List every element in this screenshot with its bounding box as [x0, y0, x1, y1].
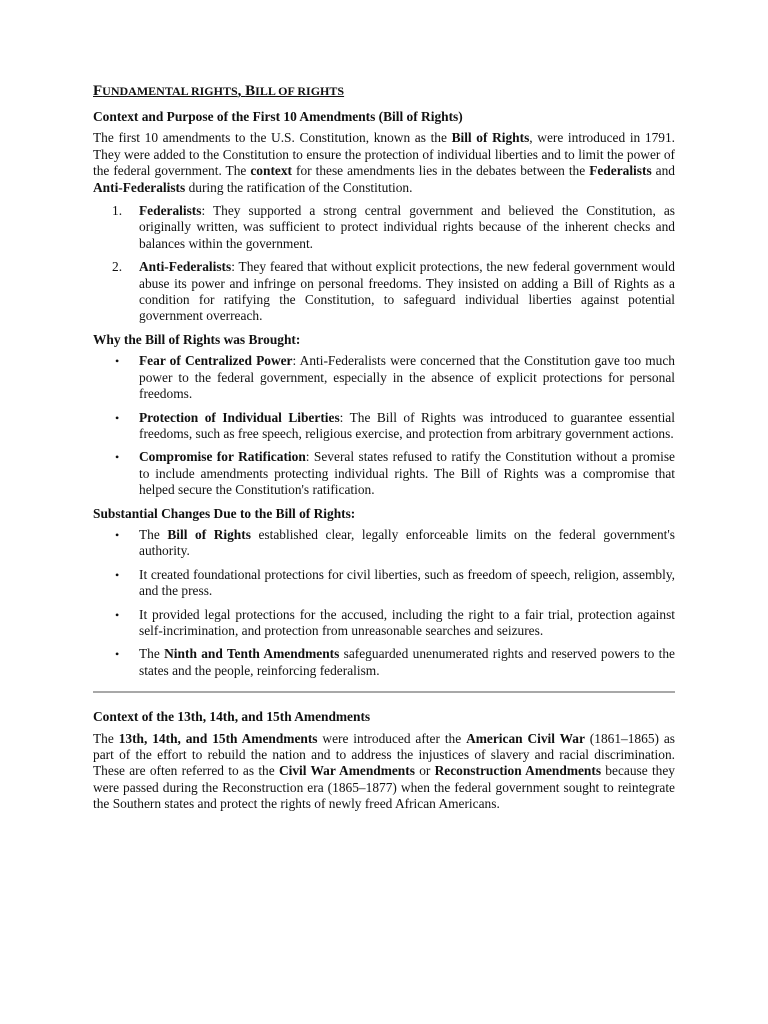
bullet-icon: • [115, 354, 120, 369]
numbered-list-factions [93, 203, 675, 325]
bold-term: Federalists [139, 203, 202, 219]
title-initial-2: B [245, 83, 256, 99]
document-title [93, 82, 675, 100]
list-item-federalists [93, 203, 675, 252]
list-item-text: : The Bill of Rights was introduced to guarantee essential freedoms, such as free speech, religious exercise, and protection from arbitrary government actions. [139, 409, 675, 441]
bold-term: Federalists [589, 163, 652, 179]
list-item [93, 646, 675, 679]
text-span: The first 10 amendments to the U.S. Constitution, known as the [93, 130, 452, 146]
bullet-icon: • [115, 647, 120, 662]
text-span: , were introduced in 1791. They were added to the Constitution to ensure the protection of individual liberties and to limit the power of the federal government. The [93, 130, 676, 179]
list-item-text: It provided legal protections for the accused, including the right to a fair trial, protection against self-incrimination, and protection from unreasonable searches and seizures. [139, 606, 675, 638]
list-item [93, 449, 675, 498]
paragraph-bill-of-rights-intro [93, 130, 675, 196]
text-span: were introduced after the [317, 730, 467, 746]
text-span: and [651, 163, 675, 179]
section-heading-civil-war-amendments: Context of the 13th, 14th, and 15th Amendments [93, 709, 371, 725]
list-item-text: safeguarded unenumerated rights and reserved powers to the states and the people, reinforcing federalism. [139, 646, 675, 678]
list-item [93, 567, 675, 600]
bold-term: American Civil War [466, 730, 585, 746]
title-initial: F [93, 83, 103, 99]
list-item-text: established clear, legally enforceable limits on the federal government's authority. [139, 526, 676, 559]
text-span: The [139, 526, 168, 542]
bold-term: Ninth and Tenth Amendments [164, 646, 340, 662]
list-item-text: : Anti-Federalists were concerned that the Constitution gave too much power to the federal government, especially in the absence of explicit protections for personal freedoms. [139, 353, 675, 402]
document-page [93, 82, 675, 820]
bold-term: context [250, 163, 293, 179]
bold-term: Reconstruction Amendments [434, 763, 602, 779]
list-number: 2. [112, 259, 123, 275]
bullet-list-reasons [93, 353, 675, 498]
text-span: (1861–1865) as part of the effort to rebuild the nation and to address the injustices of slavery and racial discrimination. These are often referred to as the [93, 730, 676, 779]
bullet-list-changes [93, 527, 675, 679]
section-heading-substantial-changes: Substantial Changes Due to the Bill of Rights: [93, 505, 356, 521]
text-span: during the ratification of the Constitution. [185, 179, 413, 195]
bold-term: Compromise for Ratification [139, 449, 306, 465]
section-divider [93, 691, 675, 693]
list-number: 1. [112, 203, 123, 219]
bold-term: Bill of Rights [167, 526, 251, 542]
bold-term: 13th, 14th, and 15th Amendments [118, 730, 318, 746]
list-item [93, 410, 675, 443]
title-part1: UNDAMENTAL RIGHTS [102, 84, 238, 98]
bold-term: Civil War Amendments [278, 763, 415, 779]
title-part2: ILL OF RIGHTS [255, 84, 345, 98]
section-heading-why-brought: Why the Bill of Rights was Brought: [93, 331, 301, 347]
text-span: because they were passed during the Reconstruction era (1865–1877) when the federal government sought to reintegrate the Southern states and protect the rights of newly freed African Americans. [93, 763, 675, 812]
list-item-text: It created foundational protections for civil liberties, such as freedom of speech, religion, assembly, and the press. [139, 566, 675, 599]
list-item [93, 607, 675, 640]
bold-term: Bill of Rights [451, 130, 530, 146]
bullet-icon: • [115, 607, 120, 622]
bullet-icon: • [115, 527, 120, 542]
list-item [93, 353, 675, 402]
list-item-text: : They feared that without explicit protections, the new federal government would abuse its power and infringe on personal freedoms. They insisted on adding a Bill of Rights as a condition for ratifying the Constitution, to safeguard individual liberties against potential government overreach. [139, 259, 675, 324]
list-item [93, 527, 675, 560]
bold-term: Anti-Federalists [139, 259, 232, 275]
text-span: for these amendments lies in the debates between the [292, 163, 590, 179]
bullet-icon: • [115, 410, 120, 425]
section-heading-bill-of-rights-context: Context and Purpose of the First 10 Amendments (Bill of Rights) [93, 109, 463, 124]
text-span: The [93, 730, 119, 746]
bullet-icon: • [115, 567, 120, 582]
text-span: The [139, 646, 165, 662]
text-span: or [414, 763, 435, 779]
list-item-text: : They supported a strong central government and believed the Constitution, as originally written, was sufficient to protect individual rights because of the inherent checks and balances within the government. [139, 203, 675, 251]
bold-term: Fear of Centralized Power [139, 353, 293, 369]
bullet-icon: • [115, 450, 120, 465]
title-comma: , [237, 83, 246, 99]
bold-term: Anti-Federalists [93, 179, 186, 195]
list-item-anti-federalists [93, 259, 675, 325]
paragraph-civil-war-amendments [93, 731, 675, 813]
list-item-text: : Several states refused to ratify the Constitution without a promise to include amendments protecting individual rights. The Bill of Rights was a compromise that helped secure the Constitution's ratification. [139, 449, 675, 498]
bold-term: Protection of Individual Liberties [139, 409, 340, 425]
